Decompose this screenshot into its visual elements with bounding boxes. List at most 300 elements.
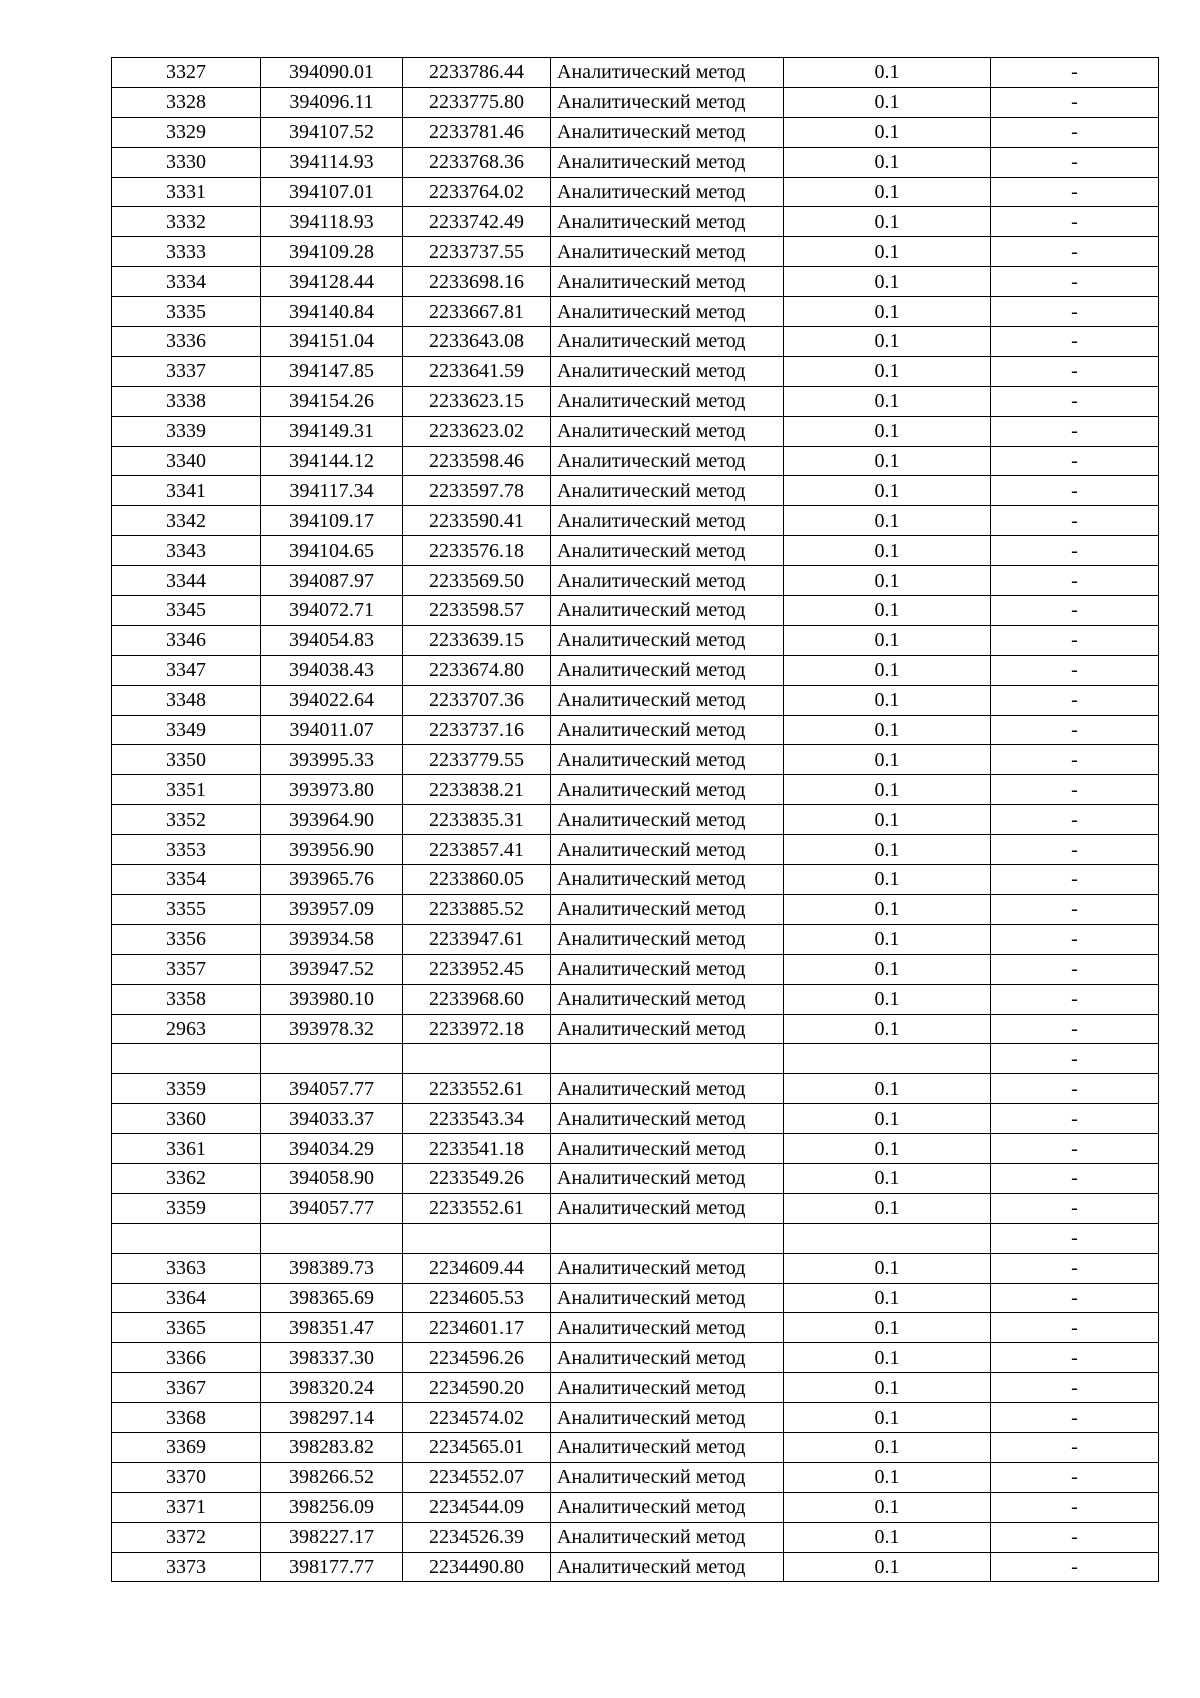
method-cell: Аналитический метод — [551, 1014, 784, 1044]
y-coordinate-cell: 2233838.21 — [403, 775, 551, 805]
method-cell: Аналитический метод — [551, 775, 784, 805]
y-coordinate-cell: 2233764.02 — [403, 177, 551, 207]
method-cell: Аналитический метод — [551, 1403, 784, 1433]
table-row — [112, 625, 1159, 655]
x-coordinate-cell: 394149.31 — [261, 416, 403, 446]
table-row — [112, 87, 1159, 117]
y-coordinate-cell: 2233885.52 — [403, 894, 551, 924]
y-coordinate-cell: 2233775.80 — [403, 87, 551, 117]
note-cell: - — [991, 775, 1159, 805]
x-coordinate-cell: 393965.76 — [261, 865, 403, 895]
point-number-cell: 3365 — [112, 1313, 261, 1343]
table-row — [112, 1223, 1159, 1253]
y-coordinate-cell: 2234609.44 — [403, 1253, 551, 1283]
table-row — [112, 446, 1159, 476]
table-row — [112, 1253, 1159, 1283]
y-coordinate-cell: 2233641.59 — [403, 356, 551, 386]
note-cell: - — [991, 1074, 1159, 1104]
table-row — [112, 1014, 1159, 1044]
x-coordinate-cell: 394034.29 — [261, 1134, 403, 1164]
table-row — [112, 894, 1159, 924]
note-cell: - — [991, 1462, 1159, 1492]
table-row — [112, 745, 1159, 775]
y-coordinate-cell: 2233590.41 — [403, 506, 551, 536]
accuracy-cell: 0.1 — [784, 1343, 991, 1373]
point-number-cell: 3361 — [112, 1134, 261, 1164]
point-number-cell: 3347 — [112, 655, 261, 685]
table-row — [112, 1193, 1159, 1223]
x-coordinate-cell: 398389.73 — [261, 1253, 403, 1283]
point-number-cell: 3352 — [112, 805, 261, 835]
point-number-cell: 3370 — [112, 1462, 261, 1492]
point-number-cell: 3355 — [112, 894, 261, 924]
method-cell: Аналитический метод — [551, 177, 784, 207]
accuracy-cell: 0.1 — [784, 566, 991, 596]
note-cell: - — [991, 715, 1159, 745]
y-coordinate-cell: 2233543.34 — [403, 1104, 551, 1134]
point-number-cell: 3336 — [112, 327, 261, 357]
x-coordinate-cell: 398351.47 — [261, 1313, 403, 1343]
y-coordinate-cell: 2234605.53 — [403, 1283, 551, 1313]
note-cell: - — [991, 356, 1159, 386]
accuracy-cell: 0.1 — [784, 745, 991, 775]
y-coordinate-cell: 2233968.60 — [403, 984, 551, 1014]
note-cell: - — [991, 1253, 1159, 1283]
method-cell: Аналитический метод — [551, 237, 784, 267]
y-coordinate-cell: 2233786.44 — [403, 58, 551, 88]
x-coordinate-cell: 394011.07 — [261, 715, 403, 745]
note-cell: - — [991, 954, 1159, 984]
accuracy-cell: 0.1 — [784, 655, 991, 685]
note-cell: - — [991, 1163, 1159, 1193]
method-cell: Аналитический метод — [551, 1193, 784, 1223]
accuracy-cell: 0.1 — [784, 1253, 991, 1283]
point-number-cell: 3364 — [112, 1283, 261, 1313]
point-number-cell — [112, 1044, 261, 1074]
accuracy-cell: 0.1 — [784, 327, 991, 357]
note-cell: - — [991, 237, 1159, 267]
y-coordinate-cell: 2233576.18 — [403, 536, 551, 566]
x-coordinate-cell: 394154.26 — [261, 386, 403, 416]
point-number-cell: 3362 — [112, 1163, 261, 1193]
method-cell: Аналитический метод — [551, 1462, 784, 1492]
y-coordinate-cell: 2233768.36 — [403, 147, 551, 177]
accuracy-cell: 0.1 — [784, 954, 991, 984]
accuracy-cell: 0.1 — [784, 1283, 991, 1313]
y-coordinate-cell: 2233737.16 — [403, 715, 551, 745]
point-number-cell: 3343 — [112, 536, 261, 566]
point-number-cell: 3335 — [112, 297, 261, 327]
y-coordinate-cell: 2233667.81 — [403, 297, 551, 327]
note-cell: - — [991, 267, 1159, 297]
y-coordinate-cell: 2233835.31 — [403, 805, 551, 835]
table-row — [112, 1163, 1159, 1193]
accuracy-cell: 0.1 — [784, 267, 991, 297]
method-cell: Аналитический метод — [551, 835, 784, 865]
y-coordinate-cell: 2234552.07 — [403, 1462, 551, 1492]
y-coordinate-cell: 2233972.18 — [403, 1014, 551, 1044]
note-cell: - — [991, 1522, 1159, 1552]
point-number-cell: 3344 — [112, 566, 261, 596]
table-row — [112, 58, 1159, 88]
x-coordinate-cell: 394087.97 — [261, 566, 403, 596]
x-coordinate-cell: 398177.77 — [261, 1552, 403, 1582]
accuracy-cell: 0.1 — [784, 596, 991, 626]
accuracy-cell: 0.1 — [784, 1193, 991, 1223]
x-coordinate-cell: 398337.30 — [261, 1343, 403, 1373]
x-coordinate-cell: 394054.83 — [261, 625, 403, 655]
table-row — [112, 416, 1159, 446]
note-cell: - — [991, 1492, 1159, 1522]
method-cell: Аналитический метод — [551, 984, 784, 1014]
x-coordinate-cell: 394114.93 — [261, 147, 403, 177]
point-number-cell: 3356 — [112, 924, 261, 954]
table-row — [112, 147, 1159, 177]
method-cell: Аналитический метод — [551, 1343, 784, 1373]
table-row — [112, 835, 1159, 865]
accuracy-cell: 0.1 — [784, 237, 991, 267]
method-cell: Аналитический метод — [551, 596, 784, 626]
accuracy-cell: 0.1 — [784, 117, 991, 147]
y-coordinate-cell: 2233952.45 — [403, 954, 551, 984]
method-cell: Аналитический метод — [551, 1134, 784, 1164]
y-coordinate-cell: 2234596.26 — [403, 1343, 551, 1373]
point-number-cell: 3373 — [112, 1552, 261, 1582]
x-coordinate-cell: 394022.64 — [261, 685, 403, 715]
x-coordinate-cell: 393964.90 — [261, 805, 403, 835]
accuracy-cell: 0.1 — [784, 147, 991, 177]
point-number-cell: 3359 — [112, 1193, 261, 1223]
method-cell: Аналитический метод — [551, 805, 784, 835]
method-cell: Аналитический метод — [551, 1283, 784, 1313]
point-number-cell: 3358 — [112, 984, 261, 1014]
note-cell: - — [991, 745, 1159, 775]
note-cell: - — [991, 327, 1159, 357]
method-cell: Аналитический метод — [551, 924, 784, 954]
y-coordinate-cell: 2233623.02 — [403, 416, 551, 446]
x-coordinate-cell: 394072.71 — [261, 596, 403, 626]
table-row — [112, 984, 1159, 1014]
method-cell: Аналитический метод — [551, 1552, 784, 1582]
note-cell: - — [991, 1193, 1159, 1223]
method-cell: Аналитический метод — [551, 1253, 784, 1283]
y-coordinate-cell: 2233623.15 — [403, 386, 551, 416]
method-cell: Аналитический метод — [551, 297, 784, 327]
x-coordinate-cell: 393934.58 — [261, 924, 403, 954]
accuracy-cell: 0.1 — [784, 1432, 991, 1462]
point-number-cell: 3372 — [112, 1522, 261, 1552]
point-number-cell: 3363 — [112, 1253, 261, 1283]
x-coordinate-cell: 394090.01 — [261, 58, 403, 88]
method-cell: Аналитический метод — [551, 386, 784, 416]
y-coordinate-cell: 2234601.17 — [403, 1313, 551, 1343]
method-cell: Аналитический метод — [551, 894, 784, 924]
accuracy-cell: 0.1 — [784, 1552, 991, 1582]
method-cell: Аналитический метод — [551, 267, 784, 297]
table-row — [112, 1403, 1159, 1433]
x-coordinate-cell: 393947.52 — [261, 954, 403, 984]
table-row — [112, 1283, 1159, 1313]
y-coordinate-cell: 2233549.26 — [403, 1163, 551, 1193]
point-number-cell: 3334 — [112, 267, 261, 297]
note-cell: - — [991, 1104, 1159, 1134]
table-row — [112, 655, 1159, 685]
accuracy-cell: 0.1 — [784, 894, 991, 924]
x-coordinate-cell: 398256.09 — [261, 1492, 403, 1522]
x-coordinate-cell: 393978.32 — [261, 1014, 403, 1044]
x-coordinate-cell — [261, 1223, 403, 1253]
accuracy-cell: 0.1 — [784, 506, 991, 536]
y-coordinate-cell: 2233639.15 — [403, 625, 551, 655]
table-row — [112, 1134, 1159, 1164]
y-coordinate-cell: 2233643.08 — [403, 327, 551, 357]
method-cell: Аналитический метод — [551, 117, 784, 147]
table-row — [112, 1343, 1159, 1373]
accuracy-cell: 0.1 — [784, 536, 991, 566]
coordinates-table — [111, 57, 1159, 1582]
accuracy-cell: 0.1 — [784, 1014, 991, 1044]
accuracy-cell: 0.1 — [784, 297, 991, 327]
point-number-cell: 3330 — [112, 147, 261, 177]
x-coordinate-cell: 398297.14 — [261, 1403, 403, 1433]
point-number-cell: 3329 — [112, 117, 261, 147]
accuracy-cell: 0.1 — [784, 805, 991, 835]
point-number-cell: 3328 — [112, 87, 261, 117]
accuracy-cell: 0.1 — [784, 386, 991, 416]
table-row — [112, 1373, 1159, 1403]
x-coordinate-cell — [261, 1044, 403, 1074]
x-coordinate-cell: 394109.28 — [261, 237, 403, 267]
note-cell: - — [991, 117, 1159, 147]
coordinates-table-body — [112, 58, 1159, 1582]
point-number-cell: 3369 — [112, 1432, 261, 1462]
method-cell: Аналитический метод — [551, 207, 784, 237]
x-coordinate-cell: 394057.77 — [261, 1074, 403, 1104]
x-coordinate-cell: 398320.24 — [261, 1373, 403, 1403]
y-coordinate-cell: 2233860.05 — [403, 865, 551, 895]
y-coordinate-cell: 2233737.55 — [403, 237, 551, 267]
table-row — [112, 1104, 1159, 1134]
note-cell: - — [991, 685, 1159, 715]
point-number-cell: 3337 — [112, 356, 261, 386]
note-cell: - — [991, 386, 1159, 416]
point-number-cell: 3339 — [112, 416, 261, 446]
note-cell: - — [991, 87, 1159, 117]
note-cell: - — [991, 506, 1159, 536]
method-cell: Аналитический метод — [551, 1313, 784, 1343]
accuracy-cell: 0.1 — [784, 1403, 991, 1433]
accuracy-cell: 0.1 — [784, 984, 991, 1014]
point-number-cell — [112, 1223, 261, 1253]
x-coordinate-cell: 393957.09 — [261, 894, 403, 924]
method-cell: Аналитический метод — [551, 416, 784, 446]
table-row — [112, 924, 1159, 954]
accuracy-cell: 0.1 — [784, 1373, 991, 1403]
method-cell: Аналитический метод — [551, 954, 784, 984]
y-coordinate-cell: 2234490.80 — [403, 1552, 551, 1582]
note-cell: - — [991, 655, 1159, 685]
method-cell — [551, 1044, 784, 1074]
x-coordinate-cell: 394109.17 — [261, 506, 403, 536]
table-row — [112, 386, 1159, 416]
note-cell: - — [991, 177, 1159, 207]
accuracy-cell: 0.1 — [784, 446, 991, 476]
table-row — [112, 297, 1159, 327]
note-cell: - — [991, 924, 1159, 954]
table-row — [112, 1313, 1159, 1343]
x-coordinate-cell: 398266.52 — [261, 1462, 403, 1492]
y-coordinate-cell — [403, 1044, 551, 1074]
table-row — [112, 1462, 1159, 1492]
accuracy-cell: 0.1 — [784, 715, 991, 745]
point-number-cell: 3341 — [112, 476, 261, 506]
accuracy-cell: 0.1 — [784, 207, 991, 237]
x-coordinate-cell: 394033.37 — [261, 1104, 403, 1134]
y-coordinate-cell: 2233569.50 — [403, 566, 551, 596]
point-number-cell: 3368 — [112, 1403, 261, 1433]
method-cell: Аналитический метод — [551, 625, 784, 655]
y-coordinate-cell: 2234544.09 — [403, 1492, 551, 1522]
y-coordinate-cell: 2233598.46 — [403, 446, 551, 476]
table-row — [112, 1074, 1159, 1104]
x-coordinate-cell: 393980.10 — [261, 984, 403, 1014]
y-coordinate-cell: 2233781.46 — [403, 117, 551, 147]
table-row — [112, 865, 1159, 895]
accuracy-cell: 0.1 — [784, 1134, 991, 1164]
note-cell: - — [991, 835, 1159, 865]
point-number-cell: 3354 — [112, 865, 261, 895]
note-cell: - — [991, 596, 1159, 626]
table-row — [112, 237, 1159, 267]
accuracy-cell: 0.1 — [784, 625, 991, 655]
accuracy-cell: 0.1 — [784, 775, 991, 805]
y-coordinate-cell: 2233598.57 — [403, 596, 551, 626]
method-cell: Аналитический метод — [551, 506, 784, 536]
x-coordinate-cell: 398365.69 — [261, 1283, 403, 1313]
accuracy-cell — [784, 1044, 991, 1074]
table-row — [112, 506, 1159, 536]
x-coordinate-cell: 394144.12 — [261, 446, 403, 476]
point-number-cell: 3332 — [112, 207, 261, 237]
accuracy-cell: 0.1 — [784, 476, 991, 506]
table-row — [112, 356, 1159, 386]
point-number-cell: 3353 — [112, 835, 261, 865]
accuracy-cell — [784, 1223, 991, 1253]
accuracy-cell: 0.1 — [784, 924, 991, 954]
y-coordinate-cell: 2233707.36 — [403, 685, 551, 715]
method-cell: Аналитический метод — [551, 1492, 784, 1522]
note-cell: - — [991, 1134, 1159, 1164]
accuracy-cell: 0.1 — [784, 1074, 991, 1104]
table-row — [112, 1432, 1159, 1462]
point-number-cell: 3345 — [112, 596, 261, 626]
table-row — [112, 1492, 1159, 1522]
table-row — [112, 805, 1159, 835]
table-row — [112, 267, 1159, 297]
accuracy-cell: 0.1 — [784, 835, 991, 865]
note-cell: - — [991, 536, 1159, 566]
accuracy-cell: 0.1 — [784, 356, 991, 386]
method-cell: Аналитический метод — [551, 1373, 784, 1403]
table-row — [112, 775, 1159, 805]
method-cell: Аналитический метод — [551, 1074, 784, 1104]
y-coordinate-cell: 2233947.61 — [403, 924, 551, 954]
method-cell: Аналитический метод — [551, 566, 784, 596]
accuracy-cell: 0.1 — [784, 1104, 991, 1134]
table-row — [112, 207, 1159, 237]
x-coordinate-cell: 394058.90 — [261, 1163, 403, 1193]
accuracy-cell: 0.1 — [784, 1462, 991, 1492]
point-number-cell: 2963 — [112, 1014, 261, 1044]
table-row — [112, 1522, 1159, 1552]
y-coordinate-cell: 2234590.20 — [403, 1373, 551, 1403]
note-cell: - — [991, 1432, 1159, 1462]
method-cell: Аналитический метод — [551, 865, 784, 895]
point-number-cell: 3340 — [112, 446, 261, 476]
note-cell: - — [991, 865, 1159, 895]
point-number-cell: 3351 — [112, 775, 261, 805]
point-number-cell: 3360 — [112, 1104, 261, 1134]
x-coordinate-cell: 394151.04 — [261, 327, 403, 357]
x-coordinate-cell: 394104.65 — [261, 536, 403, 566]
y-coordinate-cell: 2233779.55 — [403, 745, 551, 775]
method-cell: Аналитический метод — [551, 87, 784, 117]
y-coordinate-cell — [403, 1223, 551, 1253]
method-cell: Аналитический метод — [551, 356, 784, 386]
point-number-cell: 3342 — [112, 506, 261, 536]
y-coordinate-cell: 2234574.02 — [403, 1403, 551, 1433]
x-coordinate-cell: 398227.17 — [261, 1522, 403, 1552]
x-coordinate-cell: 394128.44 — [261, 267, 403, 297]
x-coordinate-cell: 394107.52 — [261, 117, 403, 147]
table-row — [112, 685, 1159, 715]
accuracy-cell: 0.1 — [784, 1522, 991, 1552]
note-cell: - — [991, 476, 1159, 506]
note-cell: - — [991, 1044, 1159, 1074]
method-cell: Аналитический метод — [551, 1163, 784, 1193]
y-coordinate-cell: 2233857.41 — [403, 835, 551, 865]
method-cell: Аналитический метод — [551, 1522, 784, 1552]
table-row — [112, 596, 1159, 626]
x-coordinate-cell: 394057.77 — [261, 1193, 403, 1223]
note-cell: - — [991, 894, 1159, 924]
method-cell: Аналитический метод — [551, 476, 784, 506]
method-cell: Аналитический метод — [551, 147, 784, 177]
x-coordinate-cell: 394118.93 — [261, 207, 403, 237]
method-cell — [551, 1223, 784, 1253]
y-coordinate-cell: 2234526.39 — [403, 1522, 551, 1552]
point-number-cell: 3366 — [112, 1343, 261, 1373]
x-coordinate-cell: 394107.01 — [261, 177, 403, 207]
note-cell: - — [991, 147, 1159, 177]
point-number-cell: 3348 — [112, 685, 261, 715]
y-coordinate-cell: 2233674.80 — [403, 655, 551, 685]
method-cell: Аналитический метод — [551, 745, 784, 775]
method-cell: Аналитический метод — [551, 536, 784, 566]
y-coordinate-cell: 2233698.16 — [403, 267, 551, 297]
note-cell: - — [991, 297, 1159, 327]
point-number-cell: 3359 — [112, 1074, 261, 1104]
accuracy-cell: 0.1 — [784, 416, 991, 446]
point-number-cell: 3338 — [112, 386, 261, 416]
x-coordinate-cell: 393973.80 — [261, 775, 403, 805]
table-row — [112, 954, 1159, 984]
table-row — [112, 566, 1159, 596]
note-cell: - — [991, 1373, 1159, 1403]
method-cell: Аналитический метод — [551, 58, 784, 88]
note-cell: - — [991, 207, 1159, 237]
table-row — [112, 327, 1159, 357]
